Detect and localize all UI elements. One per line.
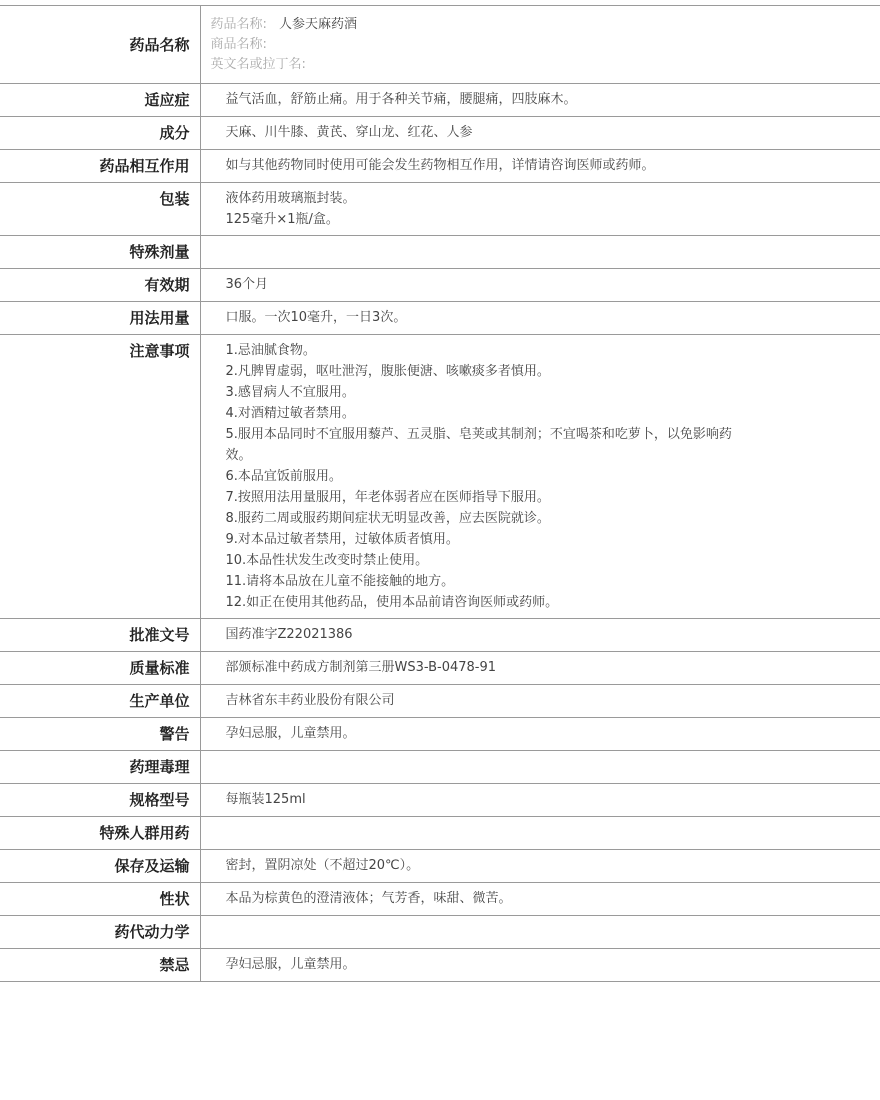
table-row (0, 718, 880, 751)
table-row (0, 784, 880, 817)
row-label: 质量标准 (0, 652, 200, 685)
row-label: 用法用量 (0, 302, 200, 335)
value-line: 3.感冒病人不宜服用。 (225, 385, 355, 400)
row-label: 警告 (0, 718, 200, 751)
table-row (0, 269, 880, 302)
table-row (0, 652, 880, 685)
row-label: 有效期 (0, 269, 200, 302)
row-value (200, 335, 880, 619)
row-label: 禁忌 (0, 949, 200, 982)
row-drug-name (0, 6, 880, 84)
trade-name-label: 商品名称: (210, 37, 267, 52)
row-label: 包装 (0, 183, 200, 236)
value-line: 125毫升×1瓶/盒。 (225, 212, 339, 227)
row-label: 注意事项 (0, 335, 200, 619)
row-label: 生产单位 (0, 685, 200, 718)
table-row (0, 183, 880, 236)
value-line: 孕妇忌服，儿童禁用。 (225, 957, 356, 972)
value-line: 9.对本品过敏者禁用，过敏体质者慎用。 (225, 532, 459, 547)
value-line: 益气活血，舒筋止痛。用于各种关节痛，腰腿痛，四肢麻木。 (225, 92, 577, 107)
table-row (0, 685, 880, 718)
row-value (200, 850, 880, 883)
value-line: 4.对酒精过敏者禁用。 (225, 406, 355, 421)
generic-name-label: 药品名称: (210, 17, 267, 32)
value-line: 8.服药二周或服药期间症状无明显改善，应去医院就诊。 (225, 511, 550, 526)
value-line: 部颁标准中药成方制剂第三册WS3-B-0478-91 (225, 660, 497, 675)
value-line: 12.如正在使用其他药品，使用本品前请咨询医师或药师。 (225, 595, 559, 610)
row-label: 特殊剂量 (0, 236, 200, 269)
table-row (0, 751, 880, 784)
value-line: 7.按照用法用量服用，年老体弱者应在医师指导下服用。 (225, 490, 550, 505)
value-line: 天麻、川牛膝、黄芪、穿山龙、红花、人参 (225, 125, 473, 140)
table-row (0, 883, 880, 916)
drug-names-cell (200, 6, 880, 84)
row-label: 药理毒理 (0, 751, 200, 784)
value-line: 1.忌油腻食物。 (225, 343, 316, 358)
value-line: 6.本品宜饭前服用。 (225, 469, 342, 484)
row-value (200, 150, 880, 183)
drug-info-body (0, 6, 880, 982)
row-value (200, 302, 880, 335)
table-row (0, 236, 880, 269)
value-line: 2.凡脾胃虚弱，呕吐泄泻，腹胀便溏、咳嗽痰多者慎用。 (225, 364, 550, 379)
row-value (200, 652, 880, 685)
table-row (0, 949, 880, 982)
row-value (200, 949, 880, 982)
row-label: 规格型号 (0, 784, 200, 817)
table-row (0, 335, 880, 619)
table-row (0, 302, 880, 335)
value-line: 36个月 (225, 277, 269, 292)
row-value (200, 236, 880, 269)
value-line: 效。 (225, 448, 252, 463)
row-label: 药品名称 (0, 6, 200, 84)
table-row (0, 619, 880, 652)
row-label: 药品相互作用 (0, 150, 200, 183)
row-value (200, 269, 880, 302)
value-line: 每瓶装125ml (225, 792, 306, 807)
value-line: 口服。一次10毫升，一日3次。 (225, 310, 407, 325)
row-value (200, 883, 880, 916)
latin-name-label: 英文名或拉丁名: (210, 57, 306, 72)
drug-info-table (0, 5, 880, 982)
row-value (200, 817, 880, 850)
row-value (200, 718, 880, 751)
value-line: 如与其他药物同时使用可能会发生药物相互作用，详情请咨询医师或药师。 (225, 158, 655, 173)
table-row (0, 817, 880, 850)
row-value (200, 751, 880, 784)
value-line: 11.请将本品放在儿童不能接触的地方。 (225, 574, 455, 589)
row-value (200, 916, 880, 949)
row-value (200, 685, 880, 718)
row-label: 性状 (0, 883, 200, 916)
row-label: 成分 (0, 117, 200, 150)
generic-name-value: 人参天麻药酒 (279, 17, 358, 32)
value-line: 吉林省东丰药业股份有限公司 (225, 693, 395, 708)
row-label: 特殊人群用药 (0, 817, 200, 850)
table-row (0, 150, 880, 183)
row-value (200, 117, 880, 150)
table-row (0, 850, 880, 883)
value-line: 液体药用玻璃瓶封装。 (225, 191, 356, 206)
value-line: 本品为棕黄色的澄清液体；气芳香，味甜、微苦。 (225, 891, 512, 906)
latin-name-line (211, 55, 781, 75)
generic-name-line (211, 15, 781, 35)
row-value (200, 84, 880, 117)
row-label: 适应症 (0, 84, 200, 117)
trade-name-line (211, 35, 781, 55)
value-line: 10.本品性状发生改变时禁止使用。 (225, 553, 429, 568)
row-value (200, 619, 880, 652)
row-value (200, 784, 880, 817)
table-row (0, 916, 880, 949)
row-label: 保存及运输 (0, 850, 200, 883)
row-value (200, 183, 880, 236)
value-line: 孕妇忌服，儿童禁用。 (225, 726, 356, 741)
row-label: 批准文号 (0, 619, 200, 652)
value-line: 密封，置阴凉处（不超过20℃）。 (225, 858, 420, 873)
value-line: 5.服用本品同时不宜服用藜芦、五灵脂、皂荚或其制剂；不宜喝茶和吃萝卜，以免影响药 (225, 427, 732, 442)
row-label: 药代动力学 (0, 916, 200, 949)
table-row (0, 117, 880, 150)
table-row (0, 84, 880, 117)
value-line: 国药准字Z22021386 (225, 627, 353, 642)
